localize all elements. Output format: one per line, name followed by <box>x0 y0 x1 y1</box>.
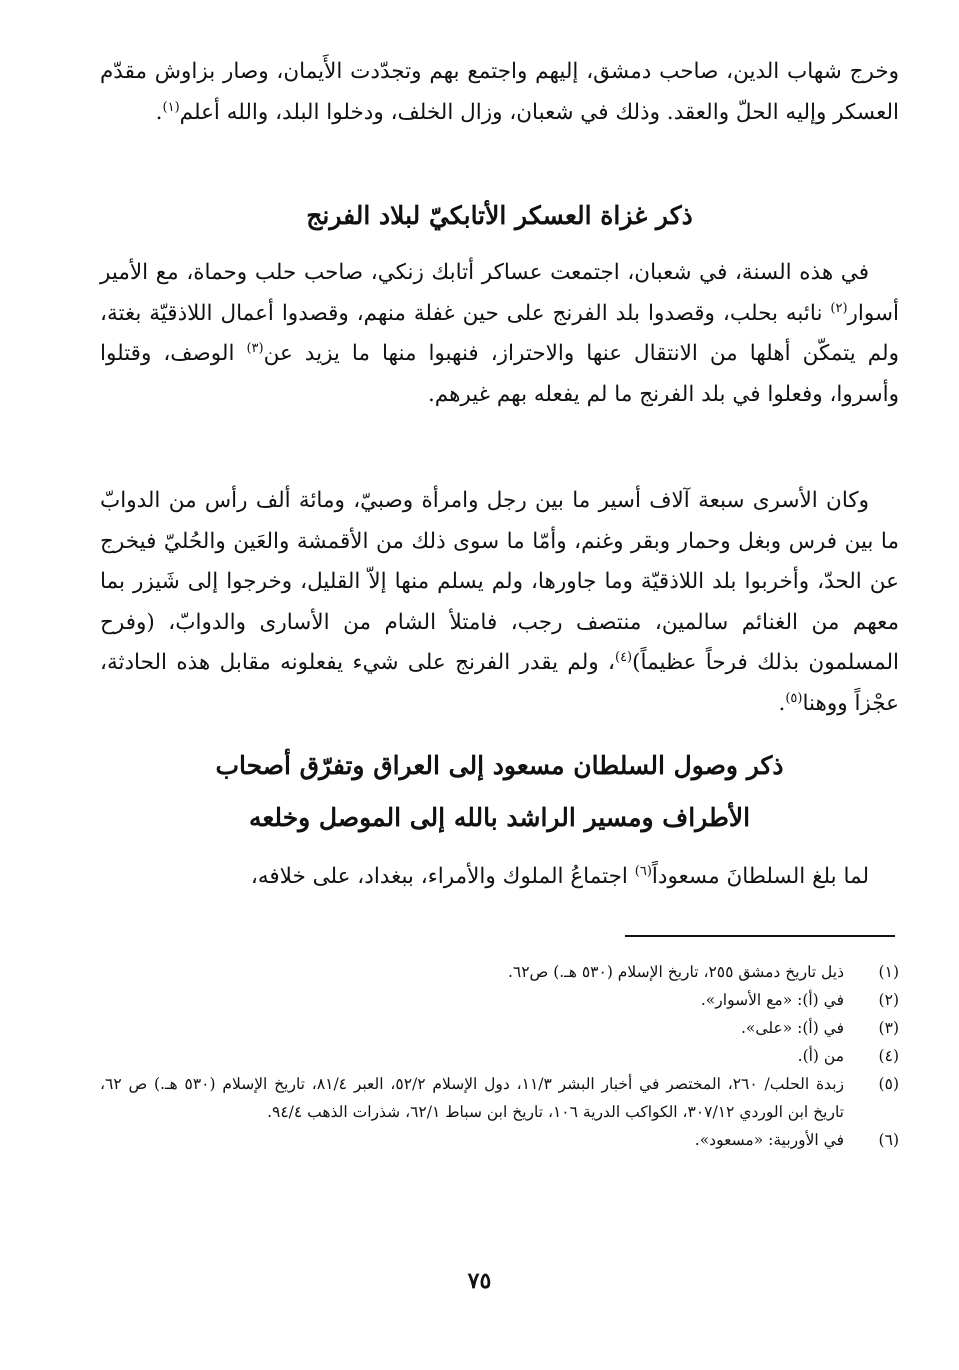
footnote-ref: (٢) <box>830 300 848 316</box>
section2-paragraph-1: لما بلغ السلطانَ مسعوداً$^{(٦)}$ اجتماعُ الملوك والأمراء، ببغداد، على خلافه، <box>250 863 869 889</box>
footnote: (٦) في الأوربية: «مسعود». <box>694 1131 899 1149</box>
footnote-divider <box>625 935 895 937</box>
paragraph-text: وخرج شهاب الدين، صاحب دمشق، إليهم واجتمع بهم وتجدّدت الأَيمان، وصار بزاوش مقدّم العسكر وإليه الحلّ والعقد. وذلك في شعبان، وزال الخلف، ودخلوا البلد، والله أعلم <box>100 59 899 125</box>
footnote: (٥) زبدة الحلب/ ٢٦٠، المختصر في أخبار البشر ١١/٣، دول الإسلام ٥٢/٢، العبر ٨١/٤، تاريخ الإسلام (٥٣٠ هـ.) ص ٦٢، تاريخ ابن الوردي ٣٠٧/١٢، الكواكب الدرية ١٠٦، تاريخ ابن سباط ٦٢/١، شذرات الذهب ٩٤/٤. <box>100 1075 899 1121</box>
section-heading: ذكر غزاة العسكر الأتابكيّ لبلاد الفرنج <box>306 201 693 230</box>
footnote-ref: (٣) <box>246 340 264 356</box>
footnote-ref: (١) <box>162 99 180 115</box>
footnote: (٤) من (أ). <box>797 1047 899 1065</box>
opening-paragraph: وخرج شهاب الدين، صاحب دمشق، إليهم واجتمع بهم وتجدّدت الأَيمان، وصار بزاوش مقدّم العسكر وإليه الحلّ والعقد. وذلك في شعبان، وزال الخلف، ودخلوا البلد، والله أعلم$^{(١)}$. <box>100 59 899 125</box>
footnote: (٣) في (أ): «على». <box>741 1019 899 1037</box>
section1-paragraph-2: وكان الأسرى سبعة آلاف أسير ما بين رجل وامرأة وصبيّ، ومائة ألف رأس من الدوابّ ما بين فرس وبغل وحمار وبقر وغنم، وأمّا ما سوى ذلك من الأقمشة والعَين والحُليّ فيخرج عن الحدّ، وأخربوا بلد اللاذقيّة وما جاورها، ولم يسلم منها إلاّ القليل، وخرجوا إلى شَيزر بما معهم من الغنائم سالمين، منتصف رجب، فامتلأ الشام من الأسارى والدوابّ، (وفرح المسلمون بذلك فرحاً عظيماً)$^{(٤)}$، ولم يقدر الفرنج على شيء يفعلونه مقابل هذه الحادثة، عجْزاً ووهنا$^{(٥)}$. <box>100 488 900 716</box>
footnote-ref: (٥) <box>785 690 803 706</box>
footnote-ref: (٤) <box>614 649 633 665</box>
footnote: (١) ذيل تاريخ دمشق ٢٥٥، تاريخ الإسلام (٥٣٠ هـ.) ص٦٢. <box>507 963 899 981</box>
footnote: (٢) في (أ): «مع الأسوار». <box>700 991 899 1009</box>
page-number: ٧٥ <box>467 1268 492 1294</box>
footnote-ref: (٦) <box>634 863 652 879</box>
section-heading: ذكر وصول السلطان مسعود إلى العراق وتفرّق أصحاب الأطراف ومسير الراشد بالله إلى الموصل وخلعه <box>215 751 784 832</box>
section1-paragraph-1: في هذه السنة، في شعبان، اجتمعت عساكر أتابك زنكي، صاحب حلب وحماة، مع الأمير أسوار$^{(٢)}$ نائبه بحلب، وقصدوا بلد الفرنج على حين غفلة منهم، وقصدوا أعمال اللاذقيّة بغتة، ولم يتمكّن أهلها من الانتقال عنها والاحتراز، فنهبوا منها ما يزيد عن$^{(٣)}$ الوصف، وقتلوا وأسروا، وفعلوا في بلد الفرنج ما لم يفعله بهم غيرهم. <box>100 260 899 407</box>
footnotes <box>100 958 899 1154</box>
